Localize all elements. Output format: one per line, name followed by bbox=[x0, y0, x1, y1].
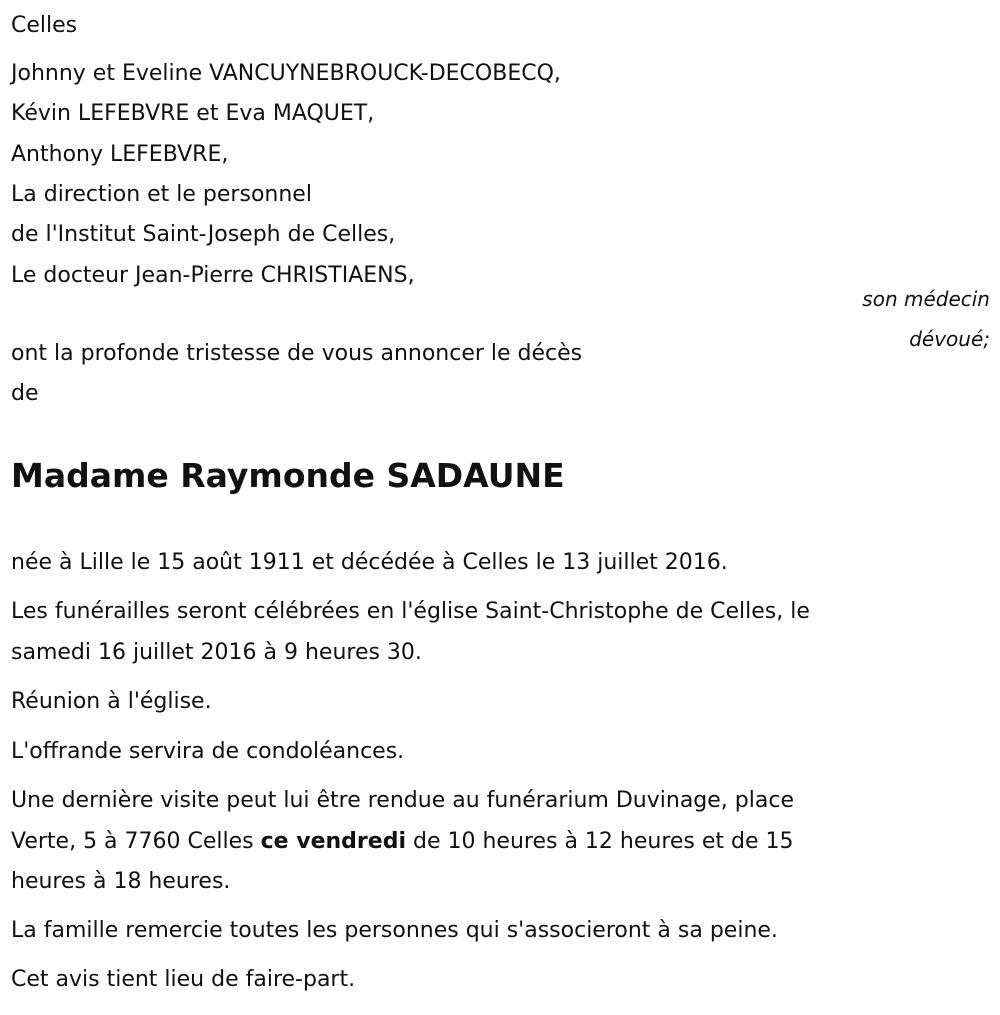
meeting-text: Réunion à l'église. bbox=[11, 689, 212, 714]
family-line: Kévin LEFEBVRE et Eva MAQUET, bbox=[11, 101, 375, 126]
family-line: Le docteur Jean-Pierre CHRISTIAENS, bbox=[11, 263, 415, 288]
funeral-text: samedi 16 juillet 2016 à 9 heures 30. bbox=[11, 640, 422, 665]
announce-line: ont la profonde tristesse de vous annoncer le décès bbox=[11, 341, 583, 366]
thanks-text: La famille remercie toutes les personnes qui s'associeront à sa peine. bbox=[11, 918, 778, 943]
funeral-text: Les funérailles seront célébrées en l'église Saint-Christophe de Celles, le bbox=[11, 599, 810, 624]
location: Celles bbox=[11, 13, 78, 38]
visit-text: Une dernière visite peut lui être rendue au funérarium Duvinage, place bbox=[11, 788, 794, 813]
visit-part: Verte, 5 à 7760 Celles bbox=[11, 829, 261, 854]
visit-text: heures à 18 heures. bbox=[11, 869, 231, 894]
birth-text: née à Lille le 15 août 1911 et décédée à Celles le 13 juillet 2016. bbox=[11, 550, 728, 575]
notice-text: Cet avis tient lieu de faire-part. bbox=[11, 967, 356, 992]
visit-day: ce vendredi bbox=[260, 829, 406, 854]
family-line: de l'Institut Saint-Joseph de Celles, bbox=[11, 222, 396, 247]
visit-part: de 10 heures à 12 heures et de 15 bbox=[406, 829, 794, 854]
family-line: Johnny et Eveline VANCUYNEBROUCK-DECOBECQ, bbox=[11, 61, 561, 86]
family-line: La direction et le personnel bbox=[11, 182, 312, 207]
visit-text bbox=[11, 827, 794, 857]
note-line: son médecin bbox=[862, 287, 990, 311]
offering-text: L'offrande servira de condoléances. bbox=[11, 739, 405, 764]
note-line: dévoué; bbox=[909, 327, 990, 351]
announce-line: de bbox=[11, 381, 39, 406]
deceased-name: Madame Raymonde SADAUNE bbox=[11, 456, 565, 495]
family-line: Anthony LEFEBVRE, bbox=[11, 142, 229, 167]
